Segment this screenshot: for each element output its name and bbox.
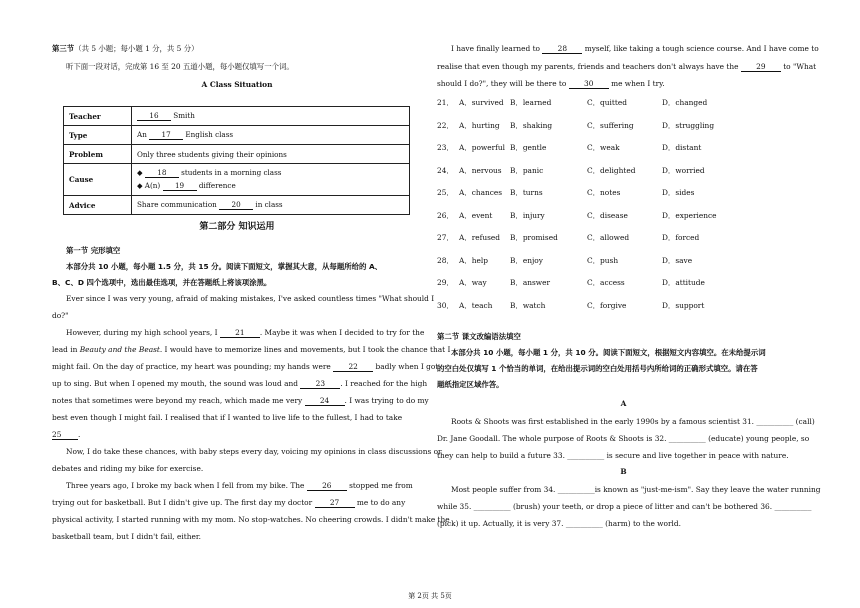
cause-line-1: ◆ 18 students in a morning class — [137, 168, 282, 177]
cause-line-2: ◆ A(n) 19 difference — [137, 181, 236, 190]
row-value: 16 Smith — [132, 107, 410, 126]
option-row — [437, 301, 810, 313]
option-choice[interactable]: D．changed — [662, 98, 708, 107]
section-b-label: B — [620, 467, 627, 476]
option-choice[interactable]: C．forgive — [587, 300, 627, 310]
question-number: 25． — [437, 188, 454, 197]
option-choice[interactable]: C．delighted — [587, 165, 636, 175]
option-choice[interactable]: A．event — [459, 210, 493, 220]
option-choice[interactable]: B．watch — [510, 300, 546, 310]
option-choice[interactable]: C．access — [587, 278, 625, 287]
cloze-instruction-1: 本部分共 10 小题，每小题 1.5 分，共 15 分。阅读下面短文，掌握其大意，从每题所给的 A、 — [66, 262, 383, 271]
option-row — [437, 121, 810, 133]
question-number: 30． — [437, 300, 454, 310]
blank-30[interactable]: 30 — [569, 79, 609, 89]
option-row — [437, 256, 810, 268]
question-number: 24． — [437, 165, 454, 175]
passage-line: trying out for basketball. But I didn't give up. The first day my doctor 27 me to do any — [52, 498, 406, 507]
passage-line: while 35. __________ (brush) your teeth, or drop a piece of litter and can't be bothered 36. __________ — [437, 502, 812, 511]
option-choice[interactable]: C．notes — [587, 188, 621, 197]
option-choice[interactable]: D．save — [662, 255, 693, 265]
passage-line: Most people suffer from 34. __________is known as "just-me-ism". Say they leave the water running — [451, 485, 821, 494]
option-choice[interactable]: C．weak — [587, 143, 620, 152]
option-choice[interactable]: C．allowed — [587, 233, 630, 242]
question-number: 26． — [437, 210, 454, 220]
option-choice[interactable]: A．hurting — [459, 120, 500, 130]
option-row — [437, 143, 810, 155]
blank-21[interactable]: 21 — [220, 328, 260, 338]
passage-line: physical activity, I started running with my mom. No stop-watches. No cheering crowds. I didn't make the — [52, 515, 450, 524]
option-row — [437, 166, 810, 178]
question-number: 28． — [437, 255, 454, 265]
option-row — [437, 211, 810, 223]
option-choice[interactable]: A．survived — [459, 98, 504, 107]
passage-line: basketball team, but I didn't fail, either. — [52, 532, 201, 541]
table-row — [64, 164, 410, 196]
passage-line: Ever since I was very young, afraid of making mistakes, I've asked countless times "What should I — [66, 294, 435, 303]
passage-line: might fail. On the day of practice, my heart was pounding; my hands were 22 badly when I got — [52, 362, 439, 371]
passage-line: notes that sometimes were beyond my reach, which made me very 24 . I was trying to do my — [52, 396, 429, 405]
blank-17[interactable]: 17 — [149, 130, 183, 140]
option-choice[interactable]: A．teach — [459, 300, 493, 310]
blank-25[interactable]: 25 — [52, 430, 78, 440]
option-choice[interactable]: D．forced — [662, 233, 700, 242]
option-choice[interactable]: D．experience — [662, 210, 717, 220]
row-value: Only three students giving their opinions — [132, 145, 410, 164]
passage-line: Dr. Jane Goodall. The whole purpose of Roots & Shoots is 32. __________ (educate) young people, so — [437, 434, 810, 443]
grammar-subtitle: 第二节 课文改编语法填空 — [437, 332, 521, 341]
option-choice[interactable]: A．help — [459, 255, 488, 265]
row-value — [132, 164, 410, 196]
blank-26[interactable]: 26 — [307, 481, 347, 491]
passage-line: should I do?", they will be there to 30 me when I try. — [437, 79, 665, 88]
option-row — [437, 233, 810, 245]
blank-29[interactable]: 29 — [741, 62, 781, 72]
row-value: Share communication 20 in class — [132, 196, 410, 215]
row-key: Problem — [64, 145, 132, 164]
option-choice[interactable]: D．worried — [662, 165, 705, 175]
question-number: 27． — [437, 233, 454, 242]
row-key: Advice — [64, 196, 132, 215]
option-choice[interactable]: D．attitude — [662, 278, 705, 287]
blank-28[interactable]: 28 — [542, 44, 582, 54]
question-number: 23． — [437, 143, 454, 152]
passage-line: best even though I might fail. I realised that if I wanted to live life to the fullest, I had to take — [52, 413, 403, 422]
option-choice[interactable]: B．turns — [510, 188, 543, 197]
option-choice[interactable]: C．quitted — [587, 98, 627, 107]
blank-18[interactable]: 18 — [145, 168, 179, 178]
page-footer: 第 2页 共 5页 — [408, 592, 452, 600]
cloze-subtitle: 第一节 完形填空 — [66, 246, 121, 255]
section3-instruction: 听下面一段对话，完成第 16 至 20 五道小题，每小题仅填写一个词。 — [66, 62, 294, 71]
option-choice[interactable]: D．sides — [662, 188, 695, 197]
option-choice[interactable]: A．way — [459, 278, 487, 287]
option-choice[interactable]: D．distant — [662, 143, 702, 152]
passage-line: up to sing. But when I opened my mouth, the sound was loud and 23 . I reached for the high — [52, 379, 428, 388]
passage-line: they can help to build a future 33. __________ is secure and live together in peace with nature. — [437, 451, 789, 460]
option-choice[interactable]: A．chances — [459, 188, 503, 197]
blank-20[interactable]: 20 — [219, 200, 253, 210]
passage-line: debates and riding my bike for exercise. — [52, 464, 204, 473]
passage-line: However, during my high school years, I 21 . Maybe it was when I decided to try for the — [66, 328, 425, 337]
question-number: 29． — [437, 278, 454, 287]
grammar-instruction-2: 的空白处仅填写 1 个恰当的单词，在给出提示词的空白处用括号内所给词的正确形式填空。请在答 — [437, 364, 758, 373]
row-key: Cause — [64, 164, 132, 196]
option-choice[interactable]: B．enjoy — [510, 255, 543, 265]
passage-line: 25 . — [52, 430, 81, 439]
passage-line: realise that even though my parents, friends and teachers don't always have the 29 to "What — [437, 62, 817, 71]
class-situation-table — [63, 106, 410, 215]
blank-22[interactable]: 22 — [333, 362, 373, 372]
question-number: 22． — [437, 120, 454, 130]
option-choice[interactable]: B．promised — [510, 233, 558, 242]
blank-23[interactable]: 23 — [300, 379, 340, 389]
option-choice[interactable]: B．injury — [510, 210, 545, 220]
option-choice[interactable]: D．support — [662, 300, 705, 310]
row-value: An 17 English class — [132, 126, 410, 145]
blank-19[interactable]: 19 — [163, 181, 197, 191]
option-choice[interactable]: A．refused — [459, 233, 501, 242]
grammar-instruction-3: 题纸指定区域作答。 — [437, 380, 504, 389]
question-number: 21． — [437, 98, 454, 107]
table-row — [64, 145, 410, 164]
option-choice[interactable]: C．suffering — [587, 120, 634, 130]
option-choice[interactable]: A．nervous — [459, 165, 502, 175]
option-choice[interactable]: B．gentle — [510, 143, 547, 152]
option-choice[interactable]: B．shaking — [510, 120, 553, 130]
option-choice[interactable]: B．answer — [510, 278, 551, 287]
blank-16[interactable]: 16 — [137, 111, 171, 121]
option-choice[interactable]: C．push — [587, 255, 619, 265]
grammar-instruction-1: 本部分共 10 小题，每小题 1 分，共 10 分。阅读下面短文，根据短文内容填空。在未给提示词 — [451, 348, 766, 357]
table-row — [64, 126, 410, 145]
option-row — [437, 98, 810, 110]
cloze-instruction-2: B、C、D 四个选项中，选出最佳选项，并在答题纸上将该项涂黑。 — [52, 278, 272, 287]
option-choice[interactable]: B．learned — [510, 98, 552, 107]
option-row — [437, 188, 810, 200]
table-row — [64, 107, 410, 126]
section-a-label: A — [620, 399, 627, 408]
option-choice[interactable]: D．struggling — [662, 120, 715, 130]
section3-header: 第三节（共 5 小题；每小题 1 分，共 5 分） — [52, 44, 199, 53]
passage-line: (pick) it up. Actually, it is very 37. __________ (harm) to the world. — [437, 519, 681, 528]
option-choice[interactable]: B．panic — [510, 165, 544, 175]
row-key: Type — [64, 126, 132, 145]
passage-line: Roots & Shoots was first established in the early 1990s by a famous scientist 31. __________ (call) — [451, 417, 815, 426]
table-row — [64, 196, 410, 215]
passage-line: I have finally learned to 28 myself, like taking a tough science course. And I have come to — [451, 44, 819, 53]
table-title: A Class Situation — [201, 80, 273, 89]
passage-line: Three years ago, I broke my back when I fell from my bike. The 26 stopped me from — [66, 481, 413, 490]
option-row — [437, 278, 810, 290]
option-choice[interactable]: A．powerful — [459, 143, 506, 152]
row-key: Teacher — [64, 107, 132, 126]
blank-24[interactable]: 24 — [305, 396, 345, 406]
blank-27[interactable]: 27 — [315, 498, 355, 508]
part2-title: 第二部分 知识运用 — [199, 222, 275, 232]
passage-line: lead in Beauty and the Beast. I would have to memorize lines and movements, but I took the chance that I — [52, 345, 451, 354]
option-choice[interactable]: C．disease — [587, 210, 628, 220]
passage-line: Now, I do take these chances, with baby steps every day, voicing my opinions in class discussions or — [66, 447, 442, 456]
passage-line: do?" — [52, 311, 69, 320]
